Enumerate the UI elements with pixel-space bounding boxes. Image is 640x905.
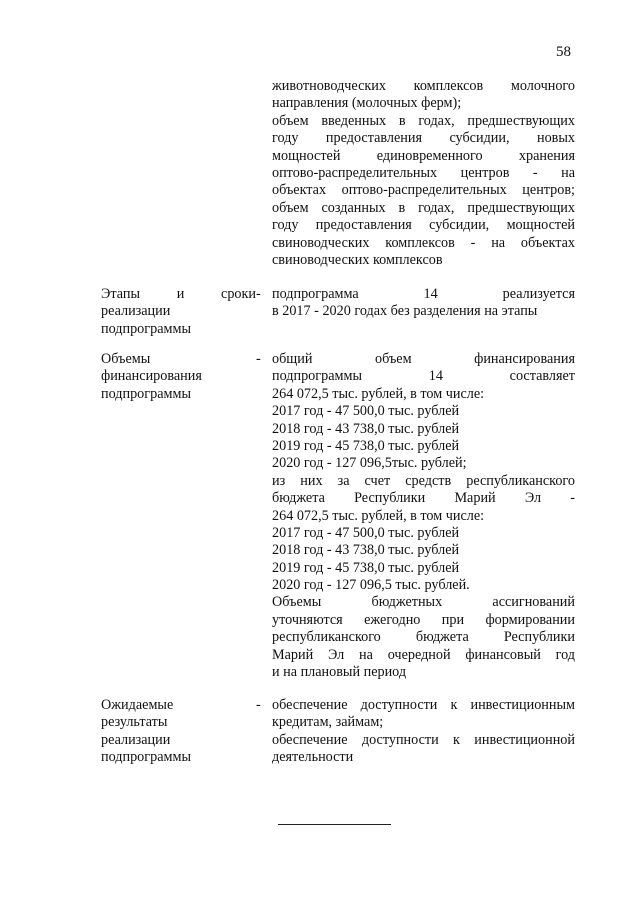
value-line: 2017 год - 47 500,0 тыс. рублей <box>272 403 460 420</box>
text-line: объем созданных в годах, предшествующих <box>272 199 575 216</box>
text-line: животноводческих комплексов молочного <box>272 78 575 94</box>
value-line: в 2017 - 2020 годах без разделения на этапы <box>272 303 538 320</box>
text-line: оптово-распределительных центров - на <box>272 164 575 181</box>
label-line: подпрограммы <box>101 320 191 337</box>
value-line: уточняются ежегодно при формировании <box>272 611 575 628</box>
value-line: из них за счет средств республиканского <box>272 472 575 489</box>
value-line: республиканского бюджета Республики <box>272 629 575 646</box>
value-line: 2018 год - 43 738,0 тыс. рублей <box>272 420 460 437</box>
label-line: реализации <box>101 303 171 320</box>
value-line: кредитам, займам; <box>272 714 384 731</box>
footer-divider <box>278 824 391 825</box>
section-label-results <box>101 697 261 767</box>
value-line: обеспечение доступности к инвестиционной <box>272 731 575 748</box>
value-line: 2019 год - 45 738,0 тыс. рублей <box>272 437 460 454</box>
label-line: подпрограммы <box>101 749 191 766</box>
intro-text <box>272 78 575 269</box>
value-line: общий объем финансирования <box>272 351 575 367</box>
value-line: и на плановый период <box>272 664 407 681</box>
label-line: Объемы <box>101 351 151 367</box>
section-value-funding <box>272 351 575 681</box>
text-line: объектах оптово-распределительных центров; <box>272 182 575 199</box>
page-number: 58 <box>556 44 571 60</box>
label-line: финансирования <box>101 368 202 385</box>
section-value-stages <box>272 286 575 321</box>
section-dash: - <box>256 286 261 302</box>
value-line: подпрограмма 14 реализуется <box>272 286 575 302</box>
section-dash: - <box>256 351 261 367</box>
label-line: реализации <box>101 731 171 748</box>
text-line: мощностей единовременного хранения <box>272 147 575 164</box>
value-line: бюджета Республики Марий Эл - <box>272 490 575 507</box>
value-line: 2019 год - 45 738,0 тыс. рублей <box>272 559 460 576</box>
text-line: свиноводческих комплексов <box>272 251 443 268</box>
value-line: обеспечение доступности к инвестиционным <box>272 697 575 713</box>
value-line: 2020 год - 127 096,5 тыс. рублей. <box>272 577 470 594</box>
value-line: 2020 год - 127 096,5тыс. рублей; <box>272 455 467 472</box>
value-line: подпрограммы 14 составляет <box>272 368 575 385</box>
text-line: свиноводческих комплексов - на объектах <box>272 234 575 251</box>
value-line: Марий Эл на очередной финансовый год <box>272 646 575 663</box>
label-line: подпрограммы <box>101 385 191 402</box>
label-line: Ожидаемые <box>101 697 174 713</box>
text-line: направления (молочных ферм); <box>272 95 462 112</box>
text-line: году предоставления субсидии, новых <box>272 130 575 147</box>
text-line: объем введенных в годах, предшествующих <box>272 112 575 129</box>
value-line: 2018 год - 43 738,0 тыс. рублей <box>272 542 460 559</box>
section-dash: - <box>256 697 261 713</box>
value-line: 264 072,5 тыс. рублей, в том числе: <box>272 385 485 402</box>
value-line: 264 072,5 тыс. рублей, в том числе: <box>272 507 485 524</box>
section-label-stages <box>101 286 261 338</box>
value-line: деятельности <box>272 749 354 766</box>
text-line: году предоставления субсидии, мощностей <box>272 217 575 234</box>
section-value-results <box>272 697 575 767</box>
label-line: результаты <box>101 714 168 731</box>
value-line: Объемы бюджетных ассигнований <box>272 594 575 611</box>
label-line: Этапы и сроки <box>101 286 256 302</box>
value-line: 2017 год - 47 500,0 тыс. рублей <box>272 524 460 541</box>
section-label-funding <box>101 351 261 403</box>
